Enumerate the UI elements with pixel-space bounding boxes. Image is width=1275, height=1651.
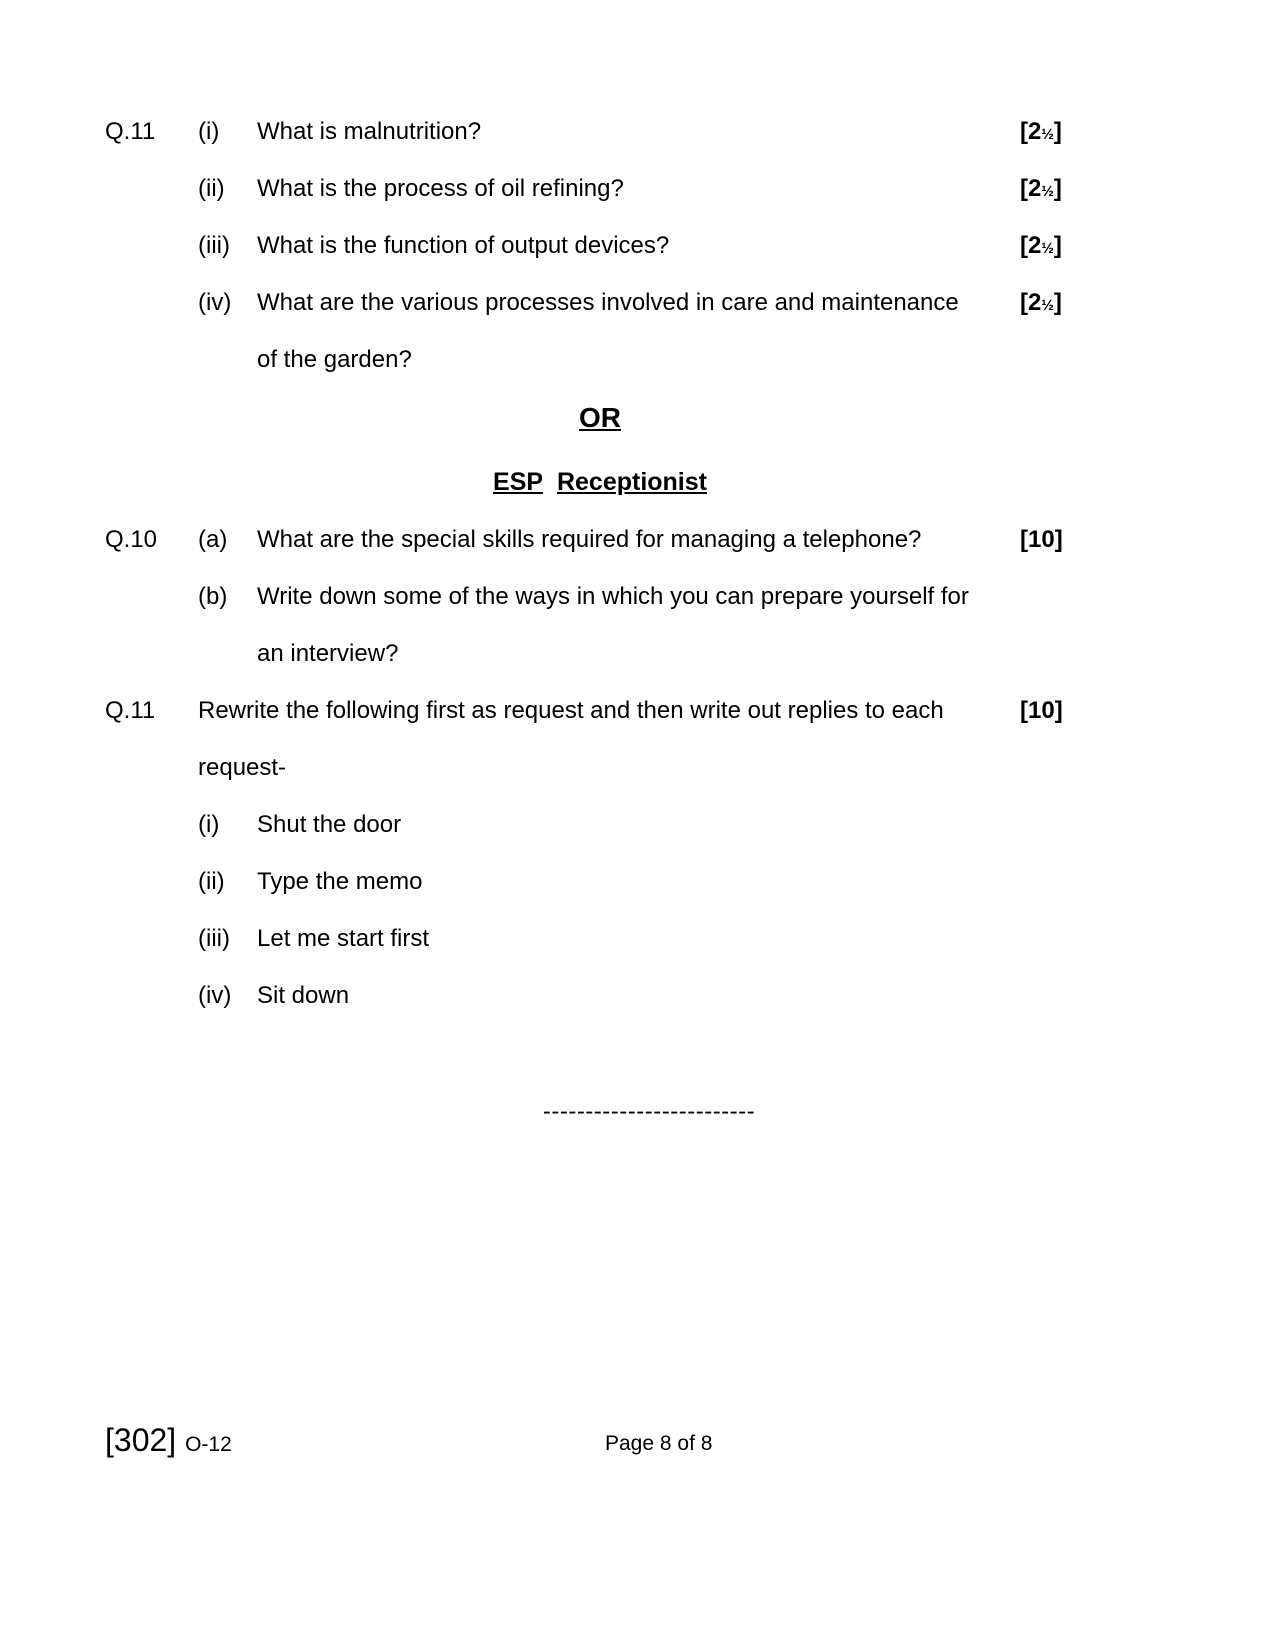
section-heading-part2: Receptionist [556, 468, 707, 496]
marks: [2½] [1020, 118, 1062, 145]
item-label: (ii) [198, 868, 225, 895]
question-text: Rewrite the following first as request and then write out replies to each [198, 697, 944, 724]
item-label: (ii) [198, 175, 225, 202]
item-text: What are the various processes involved in care and maintenance [257, 289, 959, 316]
or-heading: OR [579, 402, 621, 433]
question-number: Q.11 [105, 697, 156, 724]
footer-code [105, 1424, 232, 1456]
question-number: Q.11 [105, 118, 156, 145]
paper-code: [302] [105, 1422, 177, 1458]
item-label: (i) [198, 811, 220, 838]
item-label: (b) [198, 583, 228, 610]
item-text: Let me start first [257, 925, 430, 952]
item-text: Write down some of the ways in which you can prepare yourself for [257, 583, 969, 610]
item-text: Shut the door [257, 811, 402, 838]
section-heading [0, 470, 1200, 495]
question-text-continued: request- [198, 754, 287, 781]
item-text-continued: an interview? [257, 640, 399, 667]
item-text: What is the process of oil refining? [257, 175, 624, 202]
paper-code-suffix: O-12 [185, 1433, 232, 1456]
item-text: Sit down [257, 982, 350, 1009]
marks: [10] [1020, 526, 1063, 553]
marks: [2½] [1020, 232, 1062, 259]
marks: [2½] [1020, 289, 1062, 316]
marks: [10] [1020, 697, 1063, 724]
marks: [2½] [1020, 175, 1062, 202]
question-number: Q.10 [105, 526, 158, 553]
item-label: (iii) [198, 925, 230, 952]
item-label: (iv) [198, 289, 232, 316]
item-label: (iv) [198, 982, 232, 1009]
page-number: Page 8 of 8 [605, 1432, 713, 1455]
item-text: What is the function of output devices? [257, 232, 670, 259]
end-divider: ------------------------- [542, 1098, 756, 1125]
section-heading-part1: ESP [493, 468, 544, 496]
item-text: Type the memo [257, 868, 423, 895]
item-text: What is malnutrition? [257, 118, 482, 145]
item-label: (a) [198, 526, 228, 553]
item-label: (i) [198, 118, 220, 145]
item-text: What are the special skills required for managing a telephone? [257, 526, 922, 553]
item-label: (iii) [198, 232, 230, 259]
item-text-continued: of the garden? [257, 346, 412, 373]
